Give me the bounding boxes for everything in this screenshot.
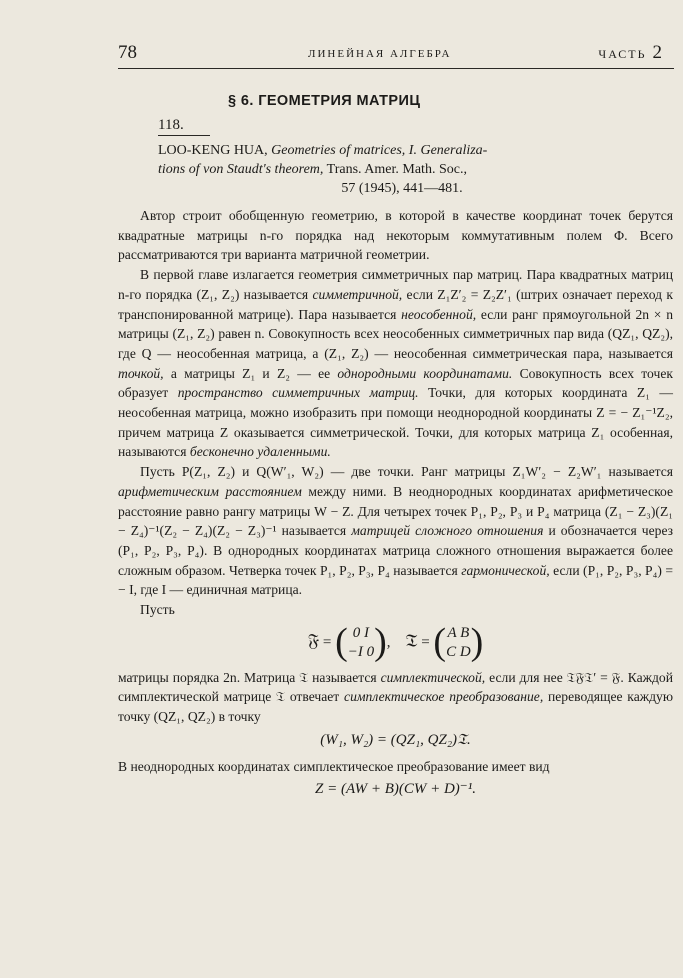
paragraph-3: Пусть P(Z₁, Z₂) и Q(W′₁, W₂) — две точки. Ранг матрицы Z₁W′₂ − Z₂W′₁ называется арифметическим расстоянием между ними. В неоднородных координатах арифметическое расстояние равно рангу матрицы W − Z. Для четырех точек P₁, P₂, P₃ и P₄ матрица (Z₁ − Z₃)(Z₁ − Z₄)⁻¹(Z₂ − Z₄)(Z₂ − Z₃)⁻¹ называется матрицей сложного отношения и обозначается через (P₁, P₂, P₃, P₄). В однородных координатах матрица сложного отношения выражается более сложным образом. Четверка точек P₁, P₂, P₃, P₄ называется гармонической, если (P₁, P₂, P₃, P₄) = − I, где I — единичная матрица. xyxy=(118,464,674,598)
term-arith-distance: арифметическим расстоянием xyxy=(118,483,302,499)
final-equation: Z = (AW + B)(CW + D)⁻¹. xyxy=(315,781,476,798)
term-cross-ratio: матрицей сложного отношения xyxy=(351,523,544,539)
ref-author: LOO-KENG HUA, xyxy=(158,143,268,158)
bibliographic-reference xyxy=(158,141,646,198)
term-symplectic: симплектической, xyxy=(380,669,486,685)
paragraph-5: матрицы порядка 2n. Матрица 𝔗 называется симплектической, если для нее 𝔗𝔉𝔗′ = 𝔉. Каждой симплектической матрице 𝔗 отвечает симплектическое преобразование, переводящее каждую точку (QZ₁, QZ₂) в точку xyxy=(118,669,674,725)
term-point: точкой, xyxy=(118,365,164,381)
section-title: § 6. ГЕОМЕТРИЯ МАТРИЦ xyxy=(228,93,421,109)
running-header xyxy=(118,40,670,64)
ref-title-2: tions of von Staudt's theorem, xyxy=(158,162,324,177)
term-infinite: бесконечно удаленными. xyxy=(189,444,331,460)
term-space: пространство симметричных матриц. xyxy=(177,385,419,401)
T-symbol: 𝔗 xyxy=(405,630,418,651)
header-rule xyxy=(118,68,674,69)
body-text xyxy=(118,206,673,806)
ref-journal: Trans. Amer. Math. Soc., xyxy=(326,162,467,177)
paragraph-2: В первой главе излагается геометрия симметричных пар матриц. Пара квадратных матриц n-го порядка (Z₁, Z₂) называется симметричной, если Z₁Z′₂ = Z₂Z′₁ (штрих означает переход к транспонированной матрице). Пара называется неособенной, если ранг прямоугольной 2n × n матрицы (Z₁, Z₂) равен n. Совокупность всех неособенных симметричных пар вида (QZ₁, QZ₂), где Q — неособенная матрица, а (Z₁, Z₂) — неособенная симметрическая пара, называется точкой, а матрицы Z₁ и Z₂ — ее однородными координатами. Совокупность всех точек образует пространство симметричных матриц. Точки, для которых координата Z₁ — неособенная матрица, можно изобразить при помощи неоднородной координаты Z = − Z₁⁻¹Z₂, причем матрица Z оказывается симметрической. Точки, для которых матрица Z₁ особенная, называются бесконечно удаленными. xyxy=(118,267,673,460)
matrix-definitions: 𝔉 = ( 0 I −I 0 ), 𝔗 = ( A B C D ) xyxy=(307,620,484,663)
term-homogeneous: однородными координатами. xyxy=(337,365,513,381)
term-symplectic-transform: симплектическое преобразование, xyxy=(344,689,544,705)
entry-rule xyxy=(158,135,210,136)
term-harmonic: гармонической, xyxy=(461,562,550,578)
paragraph-6: В неоднородных координатах симплектическое преобразование имеет вид xyxy=(118,758,550,774)
part-label: ЧАСТЬ 2 xyxy=(598,42,662,63)
part-number: 2 xyxy=(652,42,662,63)
term-nonsingular: неособенной, xyxy=(401,306,477,322)
map-equation: (W₁, W₂) = (QZ₁, QZ₂)𝔗. xyxy=(320,731,471,748)
ref-title-1: Geometries of matrices, I. Generaliza- xyxy=(271,143,488,158)
paragraph-1: Автор строит обобщенную геометрию, в которой в качестве координат точек берутся квадратные матрицы n-го порядка над некоторым коммутативным полем Φ. Всего рассматриваются три варианта матричной геометрии. xyxy=(118,208,673,263)
term-symmetric: симметричной, xyxy=(312,286,403,302)
F-matrix: 0 I −I 0 xyxy=(347,624,375,660)
paragraph-4: Пусть xyxy=(140,602,175,618)
F-symbol: 𝔉 xyxy=(307,630,320,651)
entry-number: 118. xyxy=(158,117,184,133)
running-title: ЛИНЕЙНАЯ АЛГЕБРА xyxy=(308,48,452,60)
ref-volume: 57 (1945), 441—481. xyxy=(341,181,463,196)
T-matrix: A B C D xyxy=(446,624,471,660)
page-number: 78 xyxy=(118,42,137,63)
